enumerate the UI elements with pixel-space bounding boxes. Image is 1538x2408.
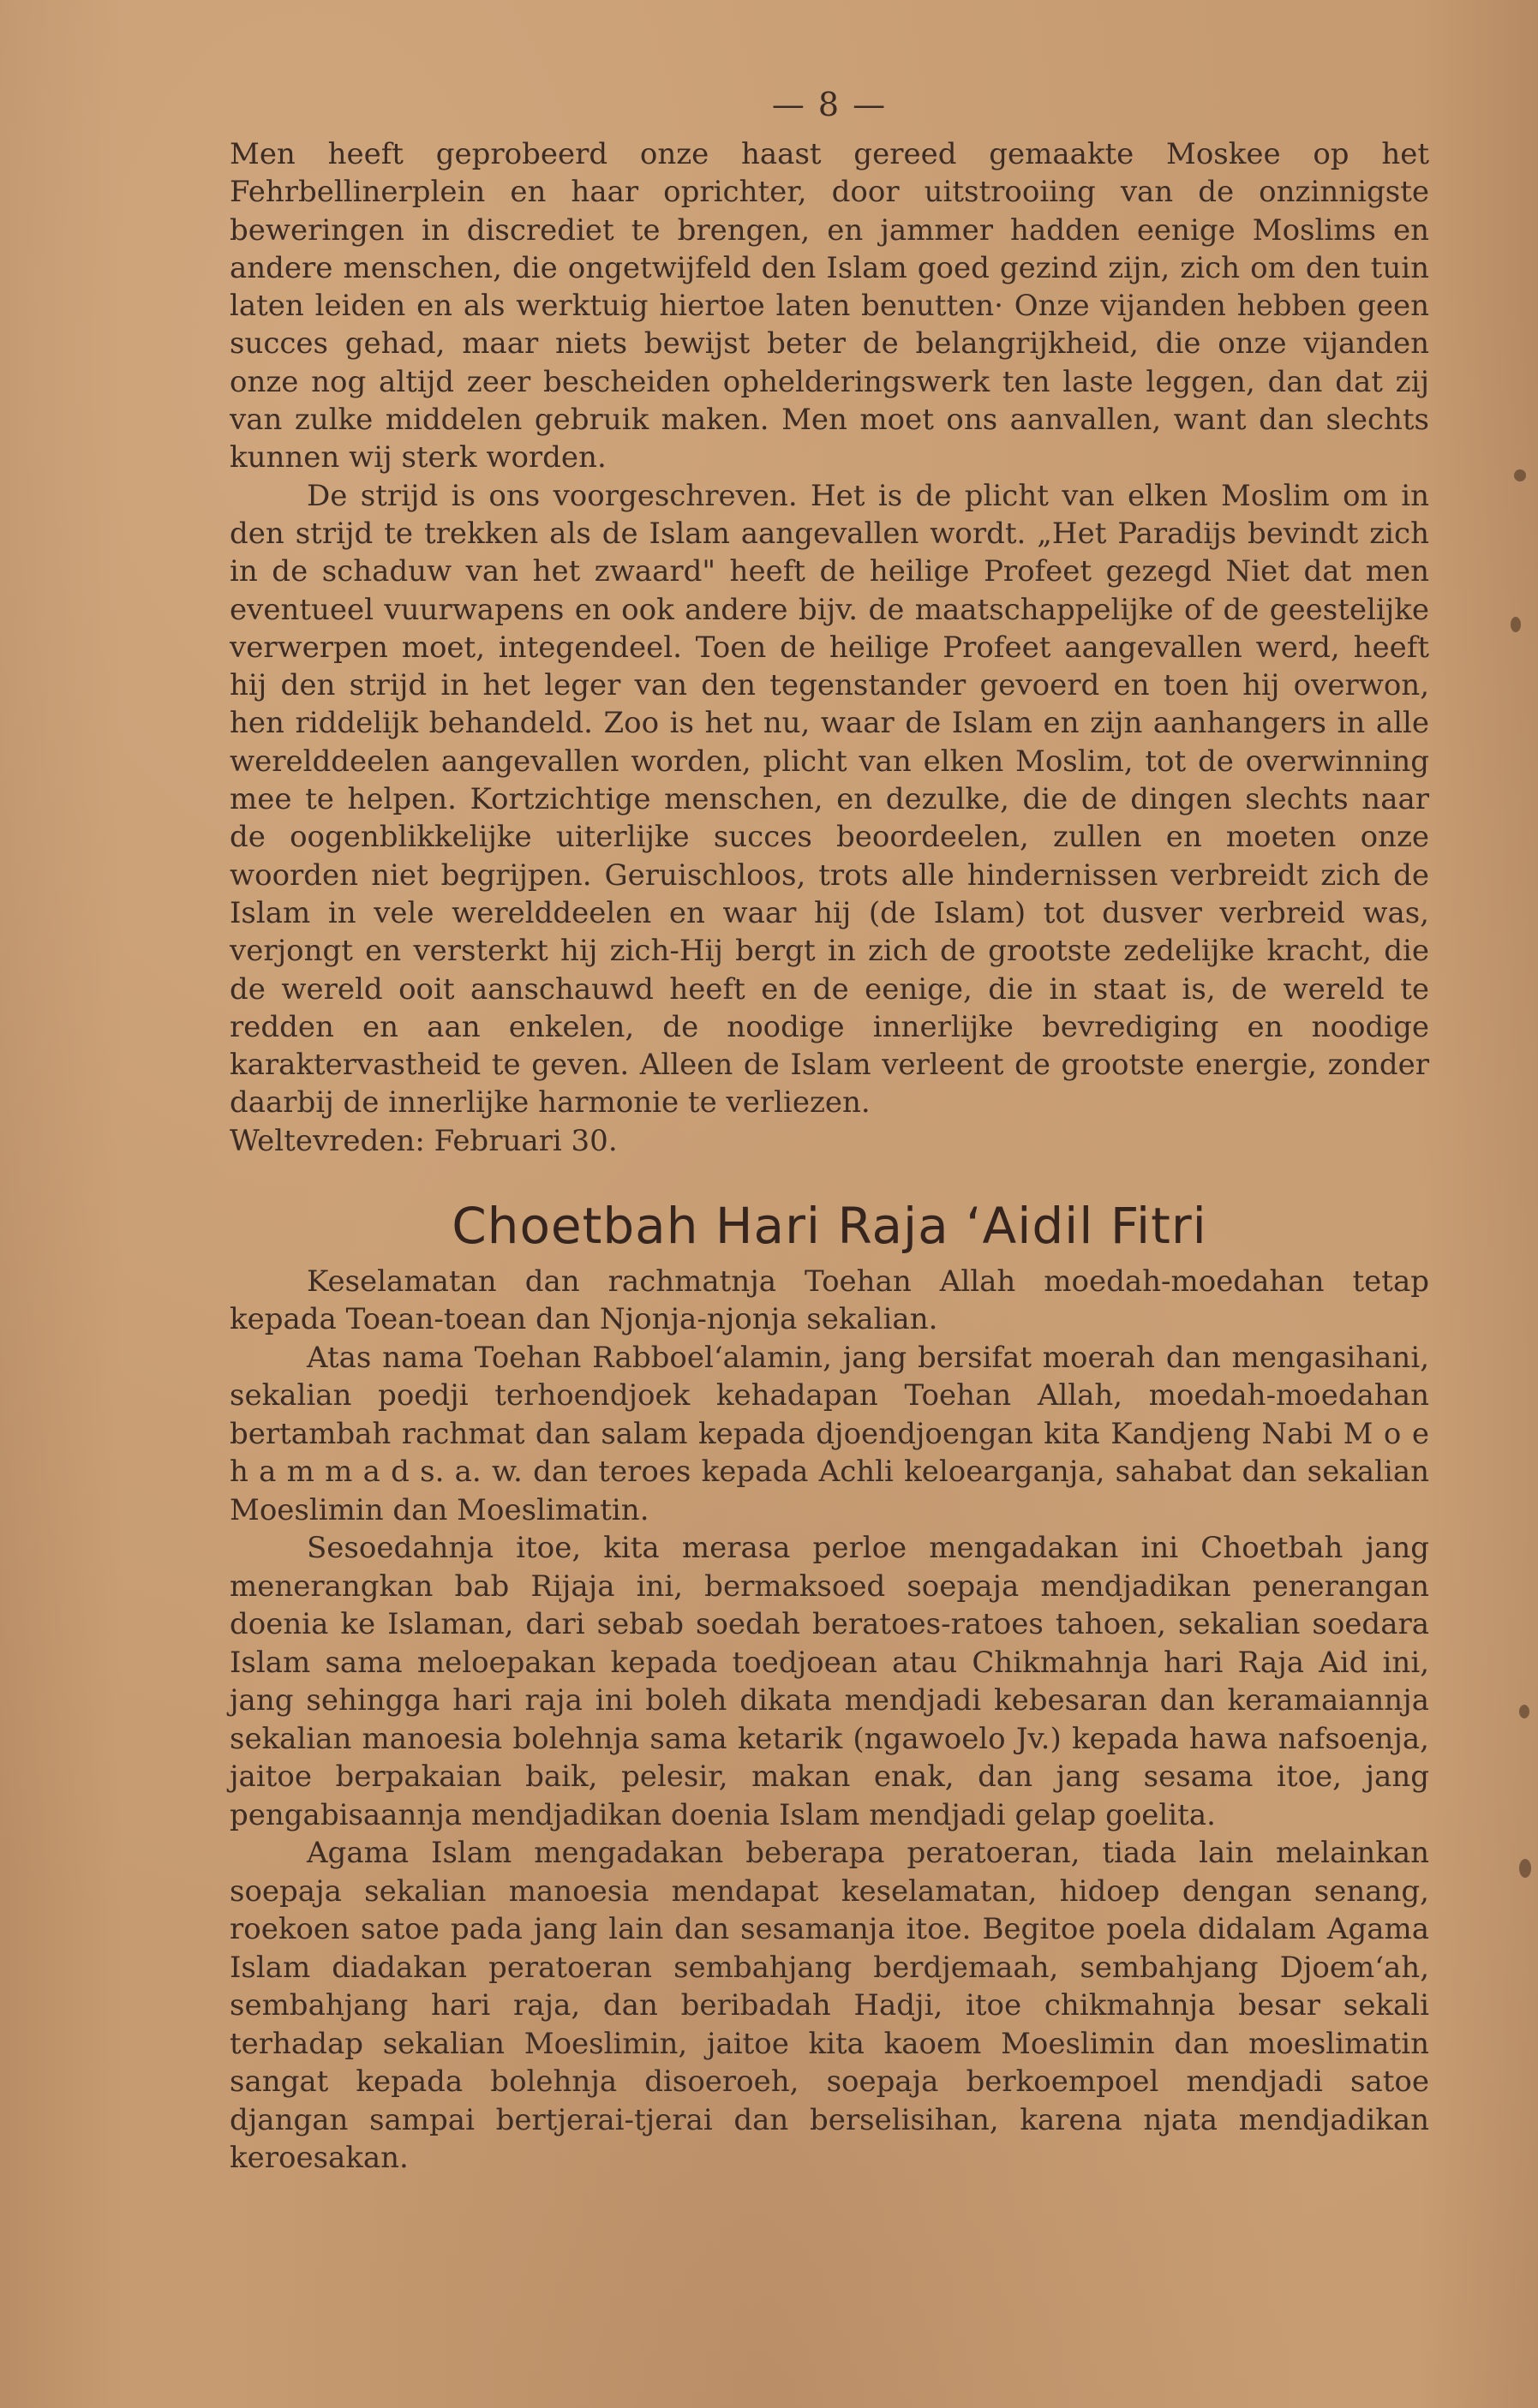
article-section-choetbah	[230, 1196, 1429, 2178]
paragraph: De strijd is ons voorgeschreven. Het is de plicht van elken Moslim om in den strijd te trekken als de Islam aangevallen wordt. „Het Paradijs bevindt zich in de schaduw van het zwaard" heeft de heilige Profeet gezegd Niet dat men eventueel vuurwapens en ook andere bijv. de maatschappelijke of de geestelijke verwerpen moet, integendeel. Toen de heilige Profeet aangevallen werd, heeft hij den strijd in het leger van den tegenstander gevoerd en toen hij overwon, hen riddelijk behandeld. Zoo is het nu, waar de Islam en zijn aanhangers in alle werelddeelen aangevallen worden, plicht van elken Moslim, tot de overwinning mee te helpen. Kortzichtige menschen, en dezulke, die de dingen slechts naar de oogenblikkelijke uiterlijke succes beoordeelen, zullen en moeten onze woorden niet begrijpen. Geruischloos, trots alle hindernissen verbreidt zich de Islam in vele werelddeelen en waar hij (de Islam) tot dusver verbreid was, verjongt en versterkt hij zich-Hij bergt in zich de grootste zedelijke kracht, die de wereld ooit aanschauwd heeft en de eenige, die in staat is, de wereld te redden en aan enkelen, de noodige innerlijke bevrediging en noodige karaktervastheid te geven. Alleen de Islam verleent de grootste energie, zonder daarbij de innerlijke harmonie te verliezen.	[230, 478, 1429, 1120]
paper-stain	[1519, 1705, 1529, 1718]
paper-stain	[1514, 469, 1526, 481]
article-section-moskee	[230, 135, 1429, 1160]
paper-stain	[1519, 1859, 1531, 1878]
paragraph: Atas nama Toehan Rabboel‘alamin, jang bersifat moerah dan mengasihani, sekalian poedji terhoendjoek kehadapan Toehan Allah, moedah-moedahan bertambah rachmat dan salam kepada djoendjoengan kita Kandjeng Nabi M o e h a m m a d s. a. w. dan teroes kepada Achli keloearganja, sahabat dan sekalian Moeslimin dan Moeslimatin.	[230, 1340, 1429, 1527]
paragraph: Men heeft geprobeerd onze haast gereed gemaakte Moskee op het Fehrbellinerplein en haar oprichter, door uitstrooiing van de onzinnigste beweringen in discrediet te brengen, en jammer hadden eenige Moslims en andere menschen, die ongetwijfeld den Islam goed gezind zijn, zich om den tuin laten leiden en als werktuig hiertoe laten benutten· Onze vijanden hebben geen succes gehad, maar niets bewijst beter de belangrijkheid, die onze vijanden onze nog altijd zeer bescheiden ophelderingswerk ten laste leggen, dan dat zij van zulke middelen gebruik maken. Men moet ons aanvallen, want dan slechts kunnen wij sterk worden.	[230, 137, 1429, 475]
dateline: Weltevreden: Februari 30.	[230, 1123, 618, 1158]
section-title: Choetbah Hari Raja ‘Aidil Fitri	[452, 1196, 1207, 1255]
paragraph: Agama Islam mengadakan beberapa peratoeran, tiada lain melainkan soepaja sekalian manoesia mendapat keselamatan, hidoep dengan senang, roekoen satoe pada jang lain dan sesamanja itoe. Begitoe poela didalam Agama Islam diadakan peratoeran sembahjang berdjemaah, sembahjang Djoem‘ah, sembahjang hari raja, dan beribadah Hadji, itoe chikmahnja besar sekali terhadap sekalian Moeslimin, jaitoe kita kaoem Moeslimin dan moeslimatin sangat kepada bolehnja disoeroeh, soepaja berkoempoel mendjadi satoe djangan sampai bertjerai-tjerai dan berselisihan, karena njata mendjadikan keroesakan.	[230, 1836, 1429, 2176]
paper-stain	[1511, 617, 1521, 632]
document-page	[230, 86, 1429, 2381]
page-number: — 8 —	[771, 86, 888, 123]
paragraph: Sesoedahnja itoe, kita merasa perloe mengadakan ini Choetbah jang menerangkan bab Rijaja ini, bermaksoed soepaja mendjadikan penerangan doenia ke Islaman, dari sebab soedah beratoes-ratoes tahoen, sekalian soedara Islam sama meloepakan kepada toedjoean atau Chikmahnja hari Raja Aid ini, jang sehingga hari raja ini boleh dikata mendjadi kebesaran dan keramaiannja sekalian manoesia bolehnja sama ketarik (ngawoelo Jv.) kepada hawa nafsoenja, jaitoe berpakaian baik, pelesir, makan enak, dan jang sesama itoe, jang pengabisaannja mendjadikan doenia Islam mendjadi gelap goelita.	[230, 1531, 1429, 1832]
paragraph: Keselamatan dan rachmatnja Toehan Allah moedah-moedahan tetap kepada Toean-toean dan Njonja-njonja sekalian.	[230, 1264, 1429, 1337]
